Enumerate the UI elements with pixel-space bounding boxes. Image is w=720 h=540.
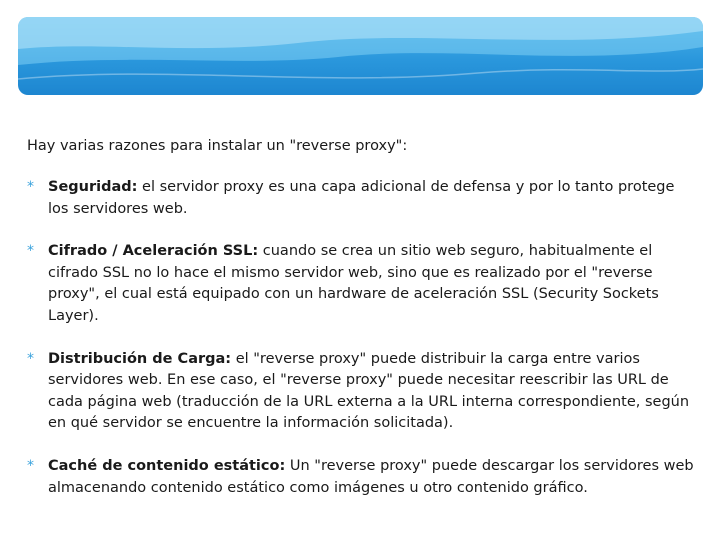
- list-item-text: Un "reverse proxy" puede descargar los servidores web almacenando contenido estático como imágenes u otro contenido gráfico.: [48, 457, 694, 496]
- list-item-text: el servidor proxy es una capa adicional de defensa y por lo tanto protege los servidores web.: [48, 179, 675, 217]
- bullet-asterisk-icon: *: [27, 179, 34, 195]
- reasons-list: [27, 177, 697, 520]
- list-item-term: Seguridad:: [48, 179, 138, 195]
- list-item-term: Distribución de Carga:: [48, 350, 232, 367]
- banner-wave-decoration: [18, 17, 703, 95]
- list-item-text: el "reverse proxy" puede distribuir la carga entre varios servidores web. En ese caso, el "reverse proxy" puede necesitar reescribir las URL de cada página web (traducción de la URL externa a la URL interna correspondiente, según en qué servidor se encuentre la información solicitada).: [48, 350, 690, 432]
- list-item-term: Cifrado / Aceleración SSL:: [48, 243, 259, 260]
- bullet-asterisk-icon: *: [27, 350, 34, 367]
- list-item-term: Caché de contenido estático:: [48, 457, 286, 474]
- list-item-distribucion: [27, 349, 697, 435]
- bullet-asterisk-icon: *: [27, 243, 34, 260]
- header-banner: [18, 17, 703, 95]
- bullet-asterisk-icon: *: [27, 457, 34, 474]
- list-item-cifrado: [27, 241, 697, 327]
- list-item-text: cuando se crea un sitio web seguro, habitualmente el cifrado SSL no lo hace el mismo servidor web, sino que es realizado por el "reverse proxy", el cual está equipado con un hardware de aceleración SSL (Security Sockets Layer).: [48, 243, 659, 324]
- intro-text: Hay varias razones para instalar un "reverse proxy":: [27, 138, 408, 154]
- list-item-cache: [27, 456, 697, 499]
- list-item-seguridad: [27, 177, 697, 220]
